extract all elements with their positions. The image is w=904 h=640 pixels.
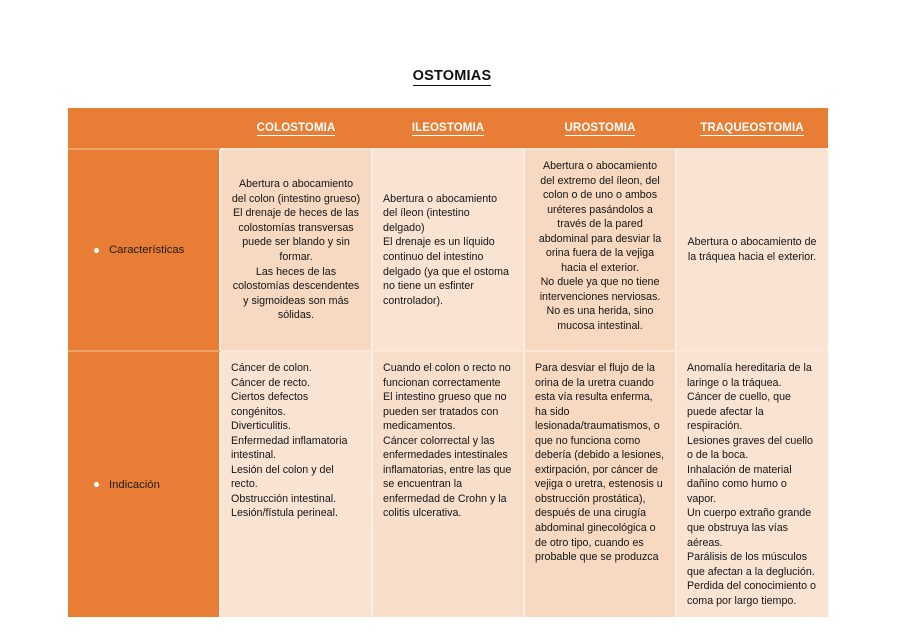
cell-text-line: No duele ya que no tiene intervenciones nerviosas.: [539, 276, 661, 303]
row-label-indicacion: [68, 352, 220, 617]
cell-text-line: Cáncer colorrectal y las enfermedades intestinales inflamatorias, entre las que se encuentran la enfermedad de Crohn y la colitis ulcerativa.: [383, 434, 512, 520]
cell-text-line: Enfermedad inflamatoria intestinal.: [231, 434, 348, 462]
column-header-traqueostomia-label: TRAQUEOSTOMIA: [700, 122, 804, 134]
cell-caracteristicas-colostomia: [220, 150, 372, 350]
cell-indicacion-ileostomia: [372, 352, 524, 617]
cell-text-line: Diverticulitis.: [231, 420, 291, 433]
row-label-indicacion-text: Indicación: [109, 478, 160, 491]
column-header-colostomia-label: COLOSTOMIA: [256, 122, 336, 134]
row-label-caracteristicas: [68, 150, 220, 350]
cell-text-line: Obstrucción intestinal.: [231, 492, 337, 505]
cell-text-line: Abertura o abocamiento del íleon (intestino delgado): [383, 192, 498, 234]
cell-text-line: Lesión del colon y del recto.: [231, 463, 334, 491]
bullet-icon: [94, 482, 99, 487]
column-header-ileostomia-label: ILEOSTOMIA: [411, 122, 485, 134]
row-label-caracteristicas-text: Características: [109, 244, 185, 256]
cell-text-line: Abertura o abocamiento del extremo del íleon, del colon o de uno o ambos uréteres pasándolos a través de la pared abdominal para desviar la orina fuera de la vejiga hacia el exterior.: [538, 160, 662, 274]
cell-caracteristicas-urostomia: [524, 150, 676, 350]
column-header-ileostomia: [372, 108, 524, 148]
cell-caracteristicas-ileostomia: [372, 150, 524, 350]
cell-text-line: Un cuerpo extraño grande que obstruya las vías aéreas.: [687, 507, 812, 549]
bullet-icon: [94, 248, 99, 253]
page-title: [0, 68, 904, 84]
column-header-urostomia: [524, 108, 676, 148]
cell-text-line: Lesiones graves del cuello o de la boca.: [687, 434, 813, 462]
cell-caracteristicas-traqueostomia: Abertura o abocamiento de la tráquea hacia el exterior.: [676, 150, 828, 350]
table-row: [68, 352, 828, 617]
table-row: [68, 150, 828, 350]
ostomies-comparison-table: [68, 108, 829, 617]
table-corner-header: [68, 108, 220, 148]
cell-text-line: Abertura o abocamiento del colon (intestino grueso): [231, 178, 361, 205]
cell-text-line: Lesión/fístula perineal.: [231, 507, 338, 520]
cell-indicacion-traqueostomia: [676, 352, 828, 617]
cell-text-line: Las heces de las colostomías descendentes y sigmoideas son más sólidas.: [232, 265, 360, 322]
cell-text-line: El drenaje es un líquido continuo del intestino delgado (ya que el ostoma no tiene un esfinter controlador).: [383, 236, 509, 307]
cell-text-line: Perdida del conocimiento o coma por largo tiempo.: [687, 580, 816, 607]
cell-text-line: Cuando el colon o recto no funcionan correctamente: [383, 362, 511, 389]
page-title-text: OSTOMIAS: [412, 68, 492, 84]
cell-indicacion-colostomia: [220, 352, 372, 617]
cell-text-line: Anomalía hereditaria de la laringe o la tráquea.: [687, 362, 812, 389]
table-header-row: [68, 108, 828, 148]
cell-text-line: Cáncer de recto.: [231, 376, 311, 389]
cell-text-line: El drenaje de heces de las colostomías transversas puede ser blando y sin formar.: [233, 207, 359, 263]
cell-indicacion-urostomia: Para desviar el flujo de la orina de la uretra cuando esta vía resulta enferma, ha sido lesionada/traumatismos, o que no funciona como debería (debido a lesiones, extirpación, por cáncer de vejiga o uretra, estenosis u obstrucción prostática), después de una cirugía abdominal ginecológica o de otro tipo, cuando es probable que se produzca: [524, 352, 676, 617]
cell-text-line: Inhalación de material dañino como humo o vapor.: [687, 463, 792, 505]
cell-text-line: El intestino grueso que no pueden ser tratados con medicamentos.: [383, 391, 507, 433]
column-header-traqueostomia: [676, 108, 828, 148]
cell-text-line: Cáncer de cuello, que puede afectar la respiración.: [687, 391, 791, 433]
column-header-colostomia: [220, 108, 372, 148]
column-header-urostomia-label: UROSTOMIA: [564, 122, 636, 134]
cell-text-line: Ciertos defectos congénitos.: [231, 391, 309, 418]
cell-text-line: Cáncer de colon.: [231, 362, 312, 374]
cell-text-line: No es una herida, sino mucosa intestinal.: [546, 305, 654, 333]
cell-text-line: Parálisis de los músculos que afectan a la deglución.: [687, 551, 815, 578]
